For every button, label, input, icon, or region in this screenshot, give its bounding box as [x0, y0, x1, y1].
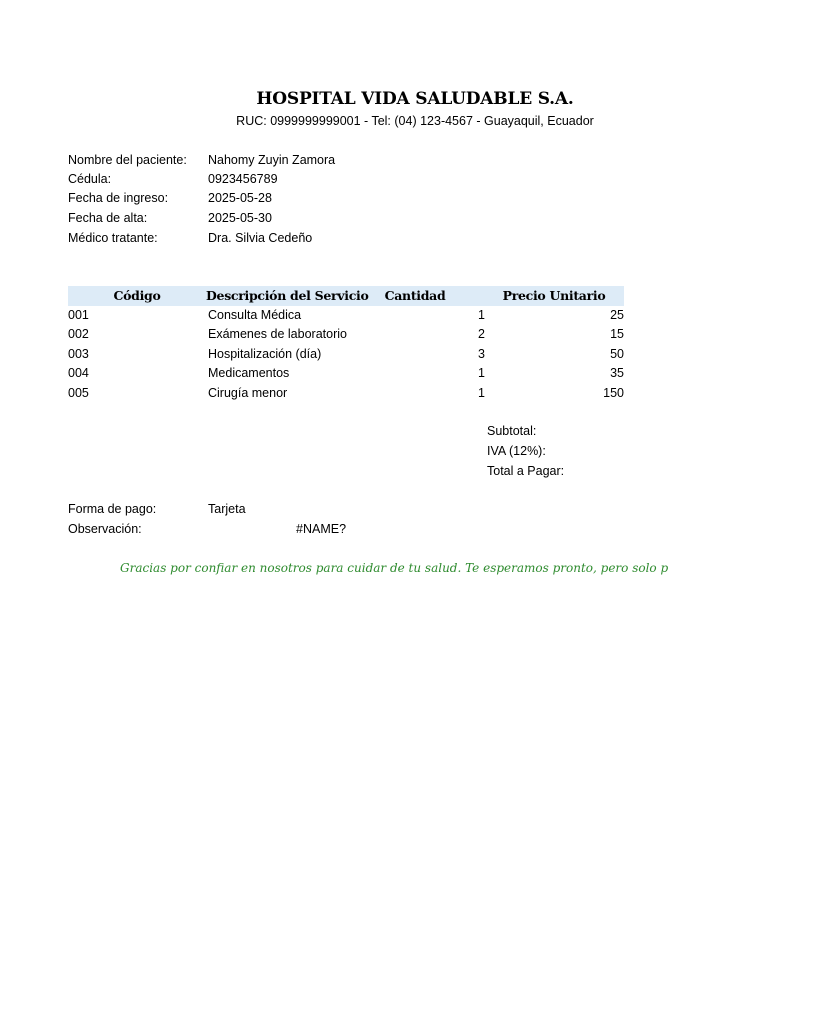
table-row	[68, 308, 624, 328]
row-description: Cirugía menor	[208, 386, 288, 400]
doctor-value: Dra. Silvia Cedeño	[208, 231, 313, 245]
row-quantity: 1	[478, 308, 485, 322]
subtotal-label: Subtotal:	[487, 424, 537, 438]
row-description: Consulta Médica	[208, 308, 302, 322]
observation-label: Observación:	[68, 522, 142, 536]
table-row	[68, 386, 624, 406]
discharge-date-label: Fecha de alta:	[68, 211, 148, 225]
row-code: 004	[68, 366, 89, 380]
observation-value: #NAME?	[296, 522, 347, 536]
row-code: 005	[68, 386, 89, 400]
iva-label: IVA (12%):	[487, 444, 546, 458]
hospital-contact-info: RUC: 0999999999001 - Tel: (04) 123-4567 - Guayaquil, Ecuador	[236, 114, 594, 128]
admission-date-value: 2025-05-28	[208, 191, 272, 205]
row-code: 001	[68, 308, 89, 322]
hospital-name: HOSPITAL VIDA SALUDABLE S.A.	[256, 89, 574, 109]
row-unit-price: 50	[610, 347, 624, 361]
admission-date-label: Fecha de ingreso:	[68, 191, 169, 205]
row-code: 002	[68, 327, 89, 341]
payment-method-value: Tarjeta	[208, 502, 246, 516]
thank-you-message: Gracias por confiar en nosotros para cuidar de tu salud. Te esperamos pronto, pero solo p	[120, 561, 669, 575]
doctor-label: Médico tratante:	[68, 231, 158, 245]
table-row	[68, 366, 624, 386]
row-code: 003	[68, 347, 89, 361]
column-header-code: Código	[113, 288, 161, 303]
patient-name-value: Nahomy Zuyin Zamora	[208, 153, 336, 167]
services-table-header	[68, 286, 624, 306]
table-row	[68, 347, 624, 367]
row-quantity: 1	[478, 366, 485, 380]
row-description: Medicamentos	[208, 366, 290, 380]
row-unit-price: 15	[610, 327, 624, 341]
row-description: Exámenes de laboratorio	[208, 327, 347, 341]
payment-method-label: Forma de pago:	[68, 502, 157, 516]
patient-id-label: Cédula:	[68, 172, 112, 186]
patient-name-label: Nombre del paciente:	[68, 153, 187, 167]
row-quantity: 3	[478, 347, 485, 361]
column-header-quantity: Cantidad	[384, 288, 446, 303]
total-label: Total a Pagar:	[487, 464, 565, 478]
row-unit-price: 25	[610, 308, 624, 322]
row-unit-price: 150	[603, 386, 624, 400]
column-header-description: Descripción del Servicio	[206, 288, 369, 303]
patient-id-value: 0923456789	[208, 172, 278, 186]
row-quantity: 1	[478, 386, 485, 400]
discharge-date-value: 2025-05-30	[208, 211, 272, 225]
column-header-unit-price: Precio Unitario	[502, 288, 606, 303]
row-description: Hospitalización (día)	[208, 347, 322, 361]
table-row	[68, 327, 624, 347]
row-quantity: 2	[478, 327, 485, 341]
row-unit-price: 35	[610, 366, 624, 380]
